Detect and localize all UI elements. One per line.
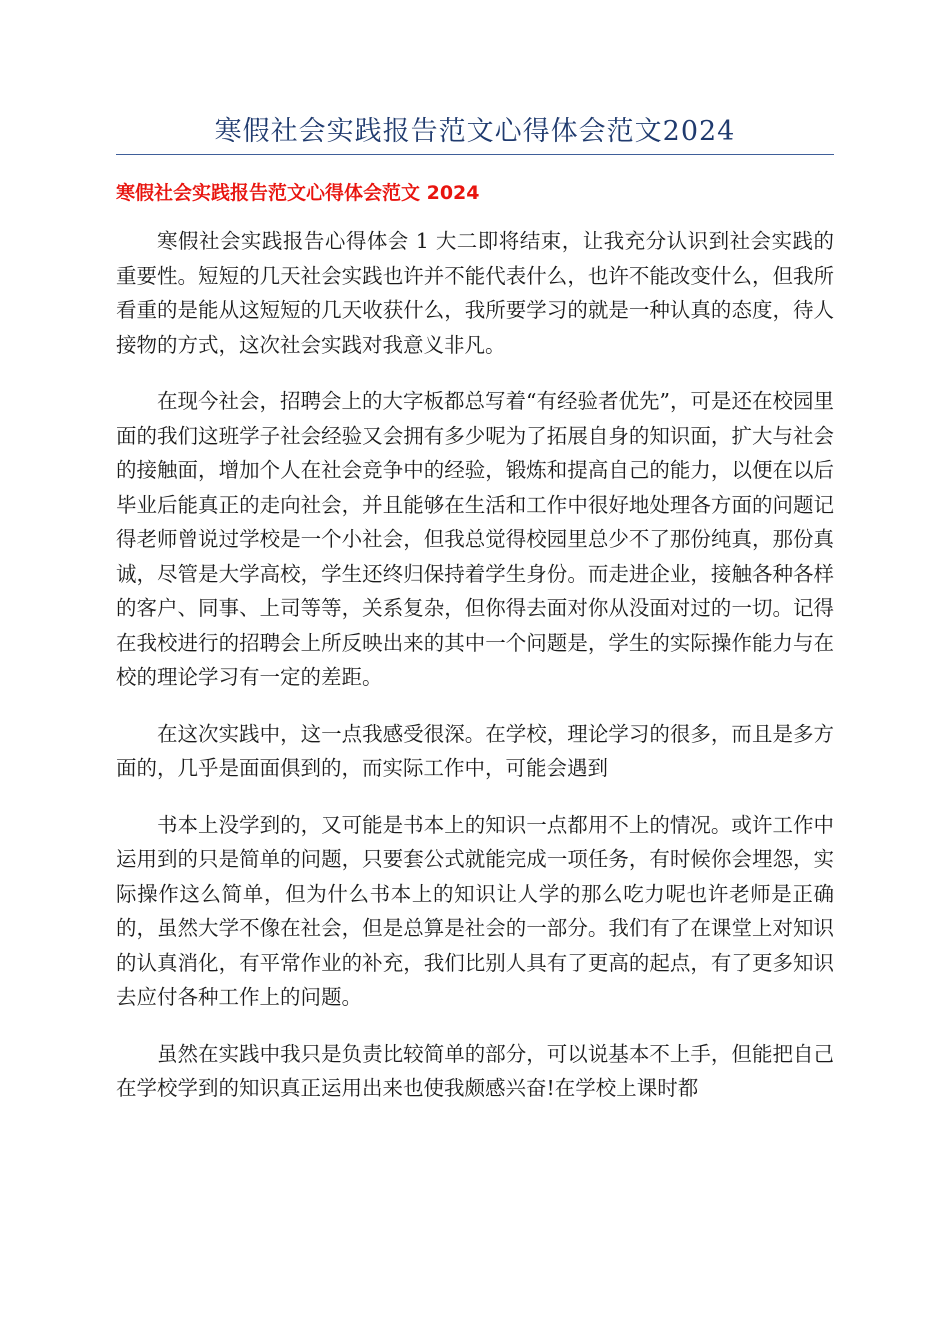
paragraph-2: 在现今社会，招聘会上的大字板都总写着“有经验者优先”，可是还在校园里面的我们这班学子社会经验又会拥有多少呢为了拓展自身的知识面，扩大与社会的接触面，增加个人在社会竞争中的经验，锻炼和提高自己的能力，以便在以后毕业后能真正的走向社会，并且能够在生活和工作中很好地处理各方面的问题记得老师曾说过学校是一个小社会，但我总觉得校园里总少不了那份纯真，那份真诚，尽管是大学高校，学生还终归保持着学生身份。而走进企业，接触各种各样的客户、同事、上司等等，关系复杂，但你得去面对你从没面对过的一切。记得在我校进行的招聘会上所反映出来的其中一个问题是，学生的实际操作能力与在校的理论学习有一定的差距。 <box>116 389 834 689</box>
document-body <box>116 224 834 1128</box>
document-title: 寒假社会实践报告范文心得体会范文2024 <box>214 116 736 147</box>
paragraph-4: 书本上没学到的，又可能是书本上的知识一点都用不上的情况。或许工作中运用到的只是简单的问题，只要套公式就能完成一项任务，有时候你会埋怨，实际操作这么简单，但为什么书本上的知识让人学的那么吃力呢也许老师是正确的，虽然大学不像在社会，但是总算是社会的一部分。我们有了在课堂上对知识的认真消化，有平常作业的补充，我们比别人具有了更高的起点，有了更多知识去应付各种工作上的问题。 <box>116 812 834 1009</box>
title-underline <box>116 154 834 155</box>
paragraph-1: 寒假社会实践报告心得体会 1 大二即将结束，让我充分认识到社会实践的重要性。短短的几天社会实践也许并不能代表什么，也许不能改变什么，但我所看重的是能从这短短的几天收获什么，我所要学习的就是一种认真的态度，待人接物的方式，这次社会实践对我意义非凡。 <box>116 229 834 357</box>
paragraph-5: 虽然在实践中我只是负责比较简单的部分，可以说基本不上手，但能把自己在学校学到的知识真正运用出来也使我颇感兴奋!在学校上课时都 <box>116 1041 834 1100</box>
paragraph-3: 在这次实践中，这一点我感受很深。在学校，理论学习的很多，而且是多方面的，几乎是面面俱到的，而实际工作中，可能会遇到 <box>116 721 834 780</box>
section-heading: 寒假社会实践报告范文心得体会范文 2024 <box>116 182 480 204</box>
